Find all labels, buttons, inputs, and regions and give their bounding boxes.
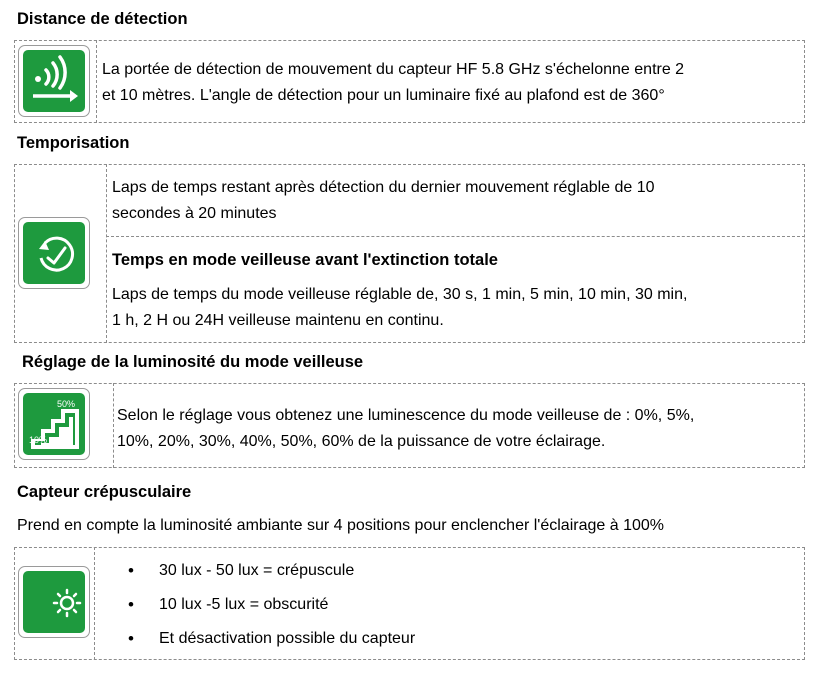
day-night-icon [18,566,90,638]
crepusculaire-list [128,554,415,656]
veilleuse-text-2: 1 h, 2 H ou 24H veilleuse maintenu en continu. [112,312,444,329]
luminosite-text-1: Selon le réglage vous obtenez une luminescence du mode veilleuse de : 0%, 5%, [117,407,695,424]
crepusculaire-intro: Prend en compte la luminosité ambiante sur 4 positions pour enclencher l'éclairage à 100% [17,517,664,534]
section-title-distance: Distance de détection [17,10,188,28]
brightness-steps-icon [18,388,90,460]
section-title-crepusculaire: Capteur crépusculaire [17,483,192,501]
veilleuse-subtitle: Temps en mode veilleuse avant l'extinction totale [112,251,498,269]
list-item: • 10 lux -5 lux = obscurité [128,588,415,622]
timer-icon [18,217,90,289]
section-title-luminosite: Réglage de la luminosité du mode veilleuse [22,353,364,371]
list-item: • 30 lux - 50 lux = crépuscule [128,554,415,588]
list-item: • Et désactivation possible du capteur [128,622,415,656]
luminosite-text-2: 10%, 20%, 30%, 40%, 50%, 60% de la puissance de votre éclairage. [117,433,606,450]
icon-label-10: 10% [29,435,48,445]
temporisation-text-1: Laps de temps restant après détection du dernier mouvement réglable de 10 [112,179,655,196]
motion-range-icon [18,45,90,117]
distance-text-1: La portée de détection de mouvement du capteur HF 5.8 GHz s'échelonne entre 2 [102,61,685,78]
distance-text-2: et 10 mètres. L'angle de détection pour un luminaire fixé au plafond est de 360° [102,87,665,104]
temporisation-text-2: secondes à 20 minutes [112,205,277,222]
veilleuse-text-1: Laps de temps du mode veilleuse réglable de, 30 s, 1 min, 5 min, 10 min, 30 min, [112,286,688,303]
icon-label-50: 50% [57,399,76,409]
section-title-temporisation: Temporisation [17,134,130,152]
